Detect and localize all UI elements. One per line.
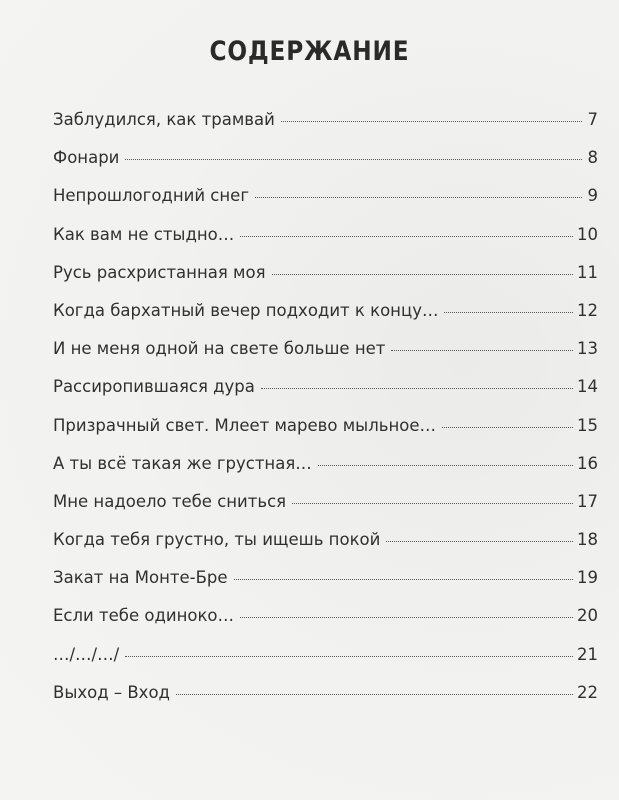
toc-entry-title: И не меня одной на свете больше нет xyxy=(53,339,386,359)
dot-leader xyxy=(240,236,573,237)
page-title: СОДЕРЖАНИЕ xyxy=(209,36,410,67)
toc-page-number: 12 xyxy=(577,300,598,320)
toc-page-number: 20 xyxy=(577,606,598,626)
toc-page-number: 19 xyxy=(577,568,598,588)
toc-page-number: 14 xyxy=(577,377,598,397)
toc-entry-title: Когда тебя грустно, ты ищешь покой xyxy=(53,530,381,550)
toc-entry xyxy=(53,263,598,301)
toc-entry-title: Как вам не стыдно… xyxy=(53,224,235,244)
toc-entry-title: Если тебе одиноко… xyxy=(53,606,235,626)
dot-leader xyxy=(272,274,574,275)
dot-leader xyxy=(255,197,582,198)
toc-entry xyxy=(53,492,598,530)
toc-entry xyxy=(53,377,598,415)
dot-leader xyxy=(318,465,573,466)
toc-entry-title: Фонари xyxy=(53,148,120,168)
toc-page-number: 21 xyxy=(577,644,598,664)
dot-leader xyxy=(125,656,573,657)
toc-entry-title: Выход – Вход xyxy=(53,682,170,702)
toc-entry-title: Непрошлогодний снег xyxy=(53,186,249,206)
toc-entry xyxy=(53,416,598,454)
toc-page-number: 13 xyxy=(577,339,598,359)
toc-entry xyxy=(53,568,598,606)
toc-page-number: 7 xyxy=(587,110,598,129)
toc-entry xyxy=(53,225,598,263)
toc-entry-title: Рассиропившаяся дура xyxy=(53,377,255,397)
toc-entry xyxy=(53,530,598,568)
toc-entry xyxy=(53,301,598,339)
dot-leader xyxy=(391,350,573,351)
toc-entry-title: Заблудился, как трамвай xyxy=(53,110,275,129)
toc-page-number: 11 xyxy=(577,262,598,282)
toc-page-number: 16 xyxy=(577,453,598,473)
dot-leader xyxy=(444,312,573,313)
toc-entry xyxy=(53,148,598,186)
toc-entry xyxy=(53,454,598,492)
toc-page-number: 22 xyxy=(577,682,598,702)
toc-entry-title: Мне надоело тебе сниться xyxy=(53,491,287,511)
toc-entry xyxy=(53,339,598,377)
dot-leader xyxy=(386,541,573,542)
toc-page-number: 18 xyxy=(577,530,598,550)
toc-page-number: 9 xyxy=(587,186,598,206)
toc-entry xyxy=(53,606,598,644)
toc-page-number: 8 xyxy=(587,148,598,168)
toc-entry-title: Призрачный свет. Млеет марево мыльное… xyxy=(53,415,437,435)
dot-leader xyxy=(240,617,573,618)
toc-page-number: 17 xyxy=(577,491,598,511)
table-of-contents xyxy=(53,110,598,721)
toc-entry-title: …/…/…/ xyxy=(53,644,120,664)
toc-entry-title: А ты всё такая же грустная… xyxy=(53,453,312,473)
dot-leader xyxy=(234,579,573,580)
toc-entry-title: Закат на Монте-Бре xyxy=(53,568,228,588)
dot-leader xyxy=(261,388,573,389)
toc-entry-title: Когда бархатный вечер подходит к концу… xyxy=(53,300,439,320)
toc-page-number: 15 xyxy=(577,415,598,435)
toc-entry xyxy=(53,683,598,721)
toc-entry xyxy=(53,110,598,148)
toc-entry-title: Русь расхристанная моя xyxy=(53,262,266,282)
dot-leader xyxy=(442,427,573,428)
toc-entry xyxy=(53,186,598,224)
toc-entry xyxy=(53,645,598,683)
dot-leader xyxy=(125,159,582,160)
toc-page-number: 10 xyxy=(577,224,598,244)
dot-leader xyxy=(281,121,582,122)
dot-leader xyxy=(176,694,573,695)
dot-leader xyxy=(292,503,573,504)
